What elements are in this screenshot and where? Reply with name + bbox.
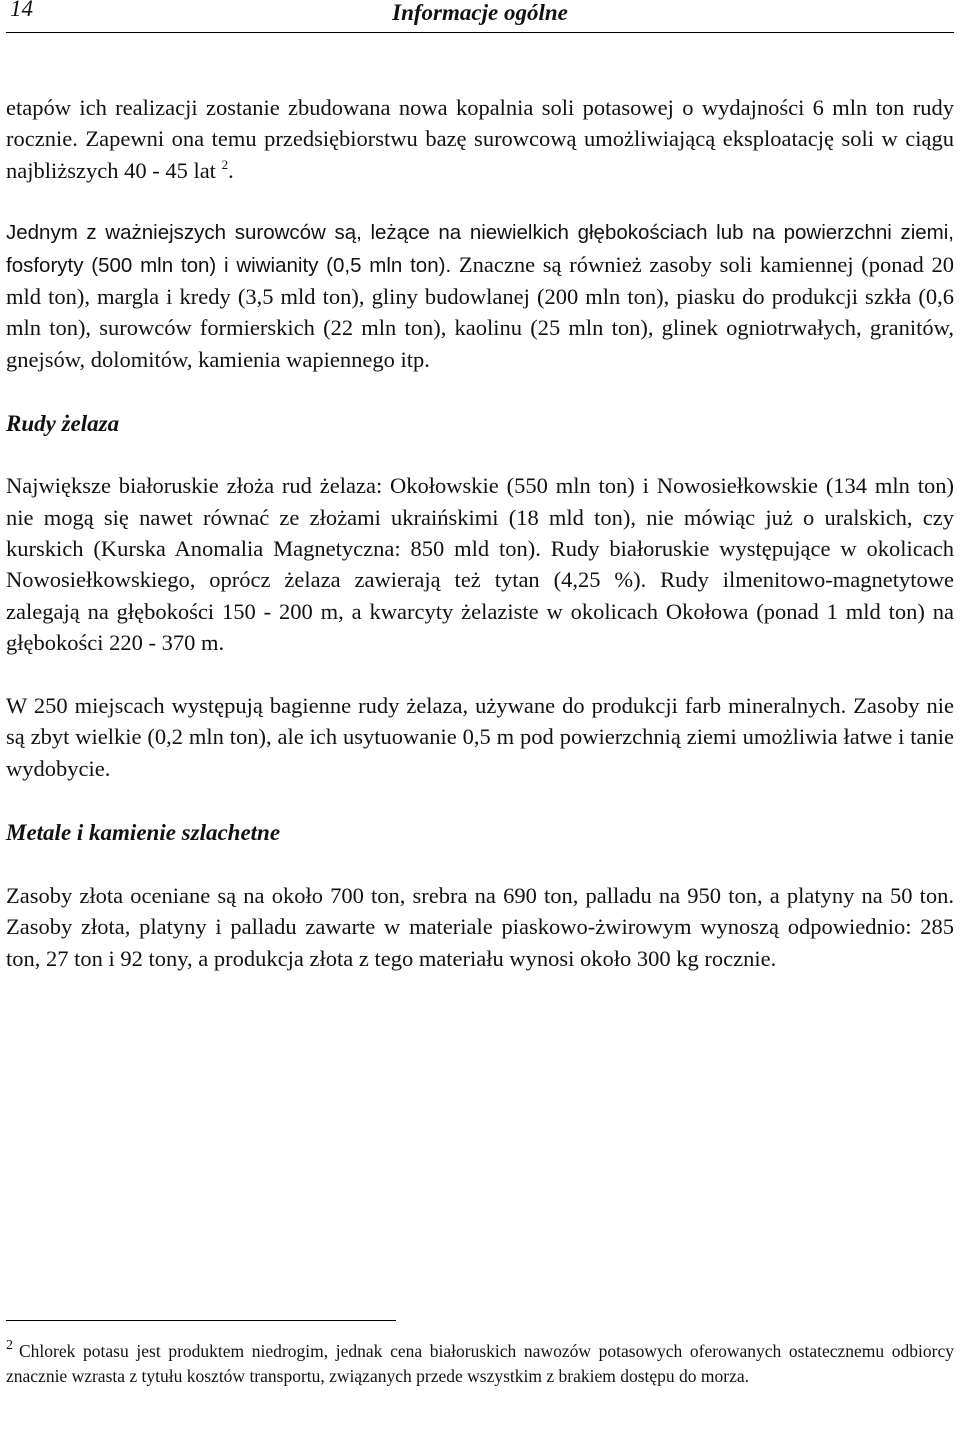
- paragraph-precious-metals: Zasoby złota oceniane są na około 700 ton, srebra na 690 ton, palladu na 950 ton, a platyny na 50 ton. Zasoby złota, platyny i palladu zawarte w materiale piaskowo-żwirowym wynoszą odpowiednio: 285 ton, 27 ton i 92 tony, a produkcja złota z tego materiału wynosi około 300 kg rocznie.: [6, 882, 954, 971]
- footnote-reference[interactable]: 2: [221, 156, 229, 172]
- paragraph-end: .: [228, 157, 234, 183]
- paragraph-text: etapów ich realizacji zostanie zbudowana nowa kopalnia soli potasowej o wydajności 6 mln ton rudy rocznie. Zapewni ona temu przedsiębiorstwu bazę surowcową umożliwiającą eksploatację soli w ciągu najbliższych 40 - 45 lat: [6, 95, 954, 183]
- paragraph-raw-materials: [6, 216, 954, 375]
- paragraph-text-sans: Jednym z ważniejszych surowców są, leżące na niewielkich głębokościach lub na powierzchni ziemi, fosforyty (500 mln ton) i wiwianity (0,5 mln ton).: [6, 221, 954, 277]
- paragraph-potash-mine: [6, 92, 954, 186]
- running-title: Informacje ogólne: [392, 0, 568, 25]
- document-page: [6, 0, 954, 1386]
- footnote: [6, 1339, 954, 1389]
- page-number: 14: [10, 0, 33, 21]
- section-heading-iron-ores: Rudy żelaza: [6, 411, 120, 437]
- paragraph-text: Znaczne są również zasoby soli kamiennej (ponad 20 mld ton), margla i kredy (3,5 mld ton), gliny budowlanej (200 mln ton), piasku do produkcji szkła (0,6 mln ton), surowców formierskich (22 mln ton), kaolinu (25 mln ton), glinek ogniotrwałych, granitów, gnejsów, dolomitów, kamienia wapiennego itp.: [6, 251, 954, 372]
- page-header: [6, 0, 954, 33]
- paragraph-iron-deposits: Największe białoruskie złoża rud żelaza: Okołowskie (550 mln ton) i Nowosiełkowskie (134 mln ton) nie mogą się nawet równać ze złożami ukraińskimi (18 mld ton), nie mówiąc już o uralskich, czy kurskich (Kurska Anomalia Magnetyczna: 850 mld ton). Rudy białoruskie występujące w okolicach Nowosiełkowskiego, oprócz żelaza zawierają też tytan (4,25 %). Rudy ilmenitowo-magnetytowe zalegają na głębokości 150 - 200 m, a kwarcyty żelaziste w okolicach Okołowa (ponad 1 mld ton) na głębokości 220 - 370 m.: [6, 473, 954, 656]
- footnote-text: Chlorek potasu jest produktem niedrogim, jednak cena białoruskich nawozów potasowych oferowanych ostatecznemu odbiorcy znacznie wzrasta z tytułu kosztów transportu, związanych przede wszystkim z brakiem dostępu do morza.: [6, 1341, 954, 1386]
- paragraph-bog-iron: W 250 miejscach występują bagienne rudy żelaza, używane do produkcji farb mineralnych. Zasoby nie są zbyt wielkie (0,2 mln ton), ale ich usytuowanie 0,5 m pod powierzchnią ziemi umożliwia łatwe i tanie wydobycie.: [6, 692, 954, 781]
- footnote-separator: [6, 1320, 396, 1321]
- footnote-mark: 2: [6, 1338, 13, 1353]
- section-heading-precious-metals: Metale i kamienie szlachetne: [6, 819, 281, 845]
